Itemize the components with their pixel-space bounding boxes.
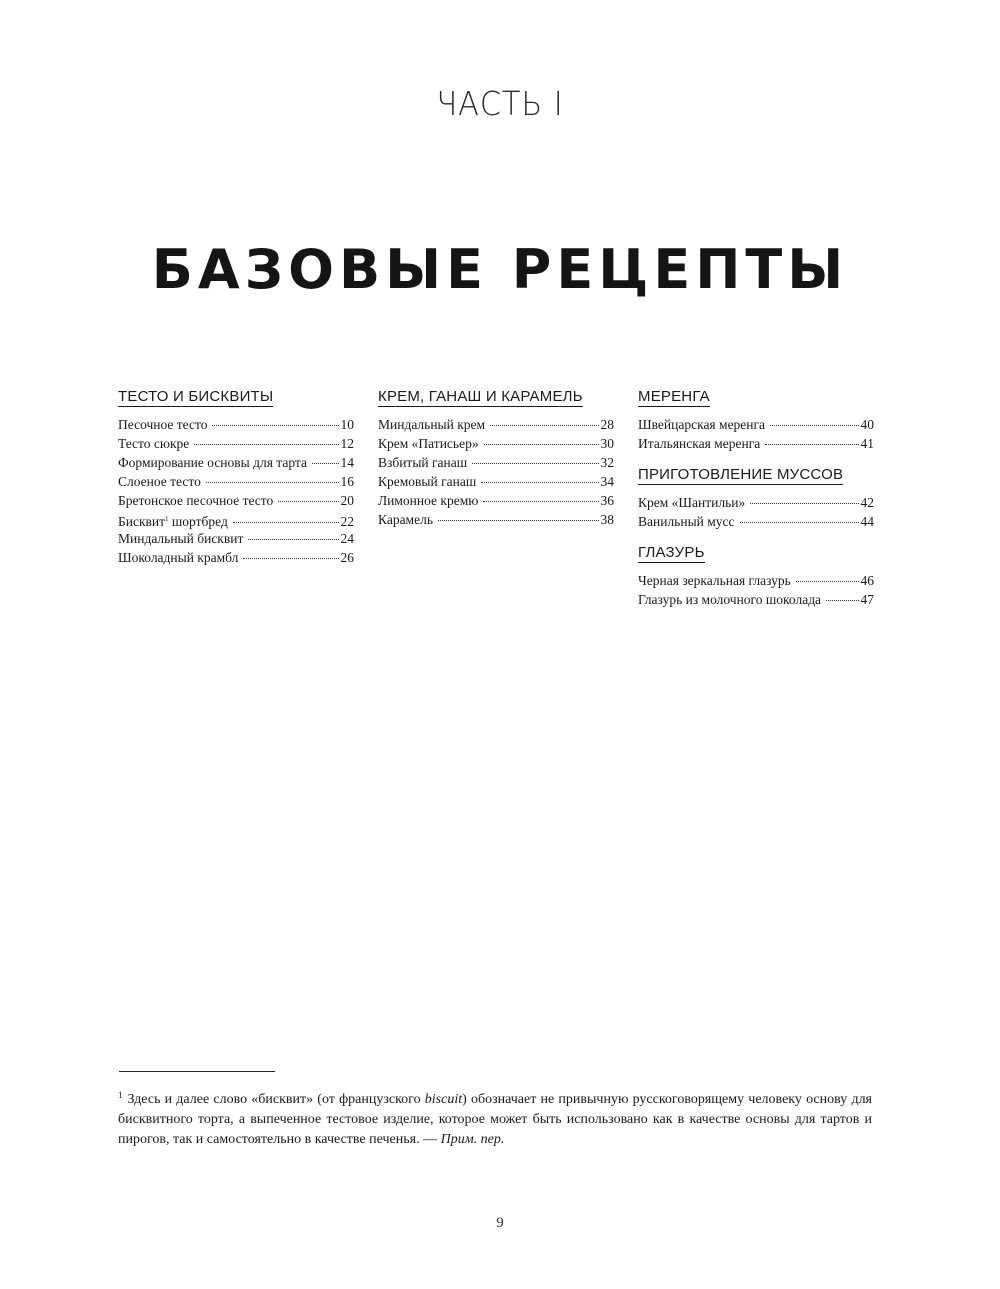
toc-entry-title [378, 491, 478, 510]
toc-entry-title [378, 415, 485, 434]
toc-entry-page: 38 [600, 512, 614, 527]
toc-entry[interactable] [118, 415, 354, 434]
toc-section [638, 466, 874, 531]
toc-section-heading: ТЕСТО И БИСКВИТЫ [118, 388, 274, 405]
dot-leader [438, 520, 599, 521]
toc-entry-title [118, 510, 228, 531]
dot-leader [796, 581, 859, 582]
toc-entry[interactable] [638, 434, 874, 453]
footnote-italic-word: biscuit [424, 1092, 463, 1107]
toc-entry[interactable] [378, 472, 614, 491]
toc-section [638, 544, 874, 609]
toc-entry[interactable] [378, 510, 614, 529]
dot-leader [212, 425, 338, 426]
dot-leader [278, 501, 338, 502]
dot-leader [206, 482, 339, 483]
toc-entry-title [118, 415, 207, 434]
toc-entry-title [638, 512, 735, 531]
toc-entry-page: 40 [860, 417, 874, 432]
toc-entry[interactable] [378, 415, 614, 434]
toc-entry[interactable] [118, 434, 354, 453]
dot-leader [233, 522, 339, 523]
toc-entry[interactable] [378, 453, 614, 472]
toc-entry-title-text: Бретонское песочное тесто [118, 493, 274, 508]
dot-leader [194, 444, 338, 445]
dot-leader [472, 463, 598, 464]
toc-section-heading: КРЕМ, ГАНАШ И КАРАМЕЛЬ [378, 388, 583, 405]
dot-leader [826, 600, 858, 601]
toc-entry-page: 42 [860, 495, 874, 510]
toc-entry-page: 24 [340, 531, 354, 546]
dot-leader [248, 539, 338, 540]
page-title: БАЗОВЫЕ РЕЦЕПТЫ [151, 238, 849, 301]
toc-entry[interactable] [118, 472, 354, 491]
toc-entry-page: 12 [340, 436, 354, 451]
toc-entry-title [638, 434, 760, 453]
dot-leader [740, 522, 859, 523]
toc-entry-page: 28 [600, 417, 614, 432]
toc-entry-page: 36 [600, 493, 614, 508]
toc-column-2 [378, 388, 614, 529]
toc-entry-title [638, 415, 765, 434]
toc-entry-page: 30 [600, 436, 614, 451]
toc-entry-title [378, 453, 467, 472]
dot-leader [483, 501, 598, 502]
toc-entry-title-text: Ванильный мусс [638, 514, 735, 529]
toc-entry-title-text: Карамель [378, 512, 433, 527]
toc-entry[interactable] [118, 491, 354, 510]
footnote-mark: 1 [118, 1090, 123, 1100]
toc-entry-title [118, 529, 243, 548]
toc-entry[interactable] [378, 491, 614, 510]
toc-entry-page: 10 [340, 417, 354, 432]
toc-entry[interactable] [638, 571, 874, 590]
toc-entry-title [118, 472, 201, 491]
toc-entry-page: 14 [340, 455, 354, 470]
toc-entry[interactable] [638, 512, 874, 531]
toc-entry[interactable] [118, 510, 354, 529]
toc-entry[interactable] [638, 415, 874, 434]
toc-entry-title-text: Формирование основы для тарта [118, 455, 307, 470]
toc-entry-page: 32 [600, 455, 614, 470]
toc-entry-page: 16 [340, 474, 354, 489]
toc-entry-title-text: Песочное тесто [118, 417, 208, 432]
toc-entry-title-text: Шоколадный крамбл [118, 550, 239, 565]
dot-leader [484, 444, 599, 445]
toc-entry-title-text: Миндальный крем [378, 417, 486, 432]
toc-entry-page: 41 [860, 436, 874, 451]
toc-entry-title-text: Бисквит [118, 514, 166, 529]
toc-entry-page: 44 [860, 514, 874, 529]
toc-section-heading: ГЛАЗУРЬ [638, 544, 705, 561]
toc-entry-page: 47 [860, 592, 874, 607]
toc-entry[interactable] [638, 590, 874, 609]
dot-leader [490, 425, 598, 426]
toc-entry[interactable] [118, 453, 354, 472]
toc-section [378, 388, 614, 529]
toc-entry-page: 26 [340, 550, 354, 565]
toc-entry-title [638, 571, 791, 590]
toc-entry-title-text: Миндальный бисквит [118, 531, 244, 546]
dot-leader [770, 425, 858, 426]
toc-entry[interactable] [378, 434, 614, 453]
toc-entry-title [378, 510, 433, 529]
toc-entry-title-text: Швейцарская меренга [638, 417, 766, 432]
footnote [118, 1085, 872, 1150]
dot-leader [481, 482, 598, 483]
toc-section [118, 388, 354, 567]
toc-entry-title [118, 434, 189, 453]
toc-entry[interactable] [638, 493, 874, 512]
toc-entry-page: 46 [860, 573, 874, 588]
toc-entry-title [378, 434, 479, 453]
toc-section-heading: МЕРЕНГА [638, 388, 710, 405]
toc-column-1 [118, 388, 354, 567]
toc-entry-title [638, 590, 821, 609]
toc-entry-title [638, 493, 745, 512]
toc-entry-title [118, 453, 307, 472]
toc-section-heading: ПРИГОТОВЛЕНИЕ МУССОВ [638, 466, 844, 483]
dot-leader [765, 444, 858, 445]
toc-entry-page: 20 [340, 493, 354, 508]
toc-entry-page: 34 [600, 474, 614, 489]
toc-entry-title-text: Глазурь из молочного шоколада [638, 592, 822, 607]
part-label: ЧАСТЬ I [436, 84, 564, 123]
footnote-ref: 1 [165, 515, 169, 523]
toc-entry[interactable] [118, 548, 354, 567]
dot-leader [312, 463, 339, 464]
dot-leader [750, 503, 858, 504]
toc-entry-title-text: Итальянская меренга [638, 436, 761, 451]
toc-entry-title [118, 548, 238, 567]
footnote-translator-note: Прим. пер. [440, 1132, 505, 1147]
toc-entry-title [378, 472, 476, 491]
toc-entry-title-text: Кремовый ганаш [378, 474, 477, 489]
toc-entry-title-text: Взбитый ганаш [378, 455, 468, 470]
toc-entry-title-text: Крем «Патисьер» [378, 436, 479, 451]
dot-leader [243, 558, 338, 559]
toc-entry-title-rest: шортбред [168, 514, 228, 529]
toc-entry-title-text: Лимонное кремю [378, 493, 479, 508]
toc-column-3 [638, 388, 874, 609]
toc-entry-title-text: Черная зеркальная глазурь [638, 573, 791, 588]
toc-entry[interactable] [118, 529, 354, 548]
toc-entry-title-text: Тесто сюкре [118, 436, 190, 451]
footnote-rule [119, 1071, 275, 1072]
page-number: 9 [496, 1215, 504, 1231]
footnote-text-after: ) обозначает не привычную русскоговорящему человеку основу для бисквитного торта, а выпеченное тестовое изделие, которое может быть использовано как в качестве основы для тартов и пирогов, так и самостоятельно в качестве печенья. — [118, 1092, 872, 1147]
toc-entry-title-text: Слоеное тесто [118, 474, 201, 489]
toc-section [638, 388, 874, 453]
footnote-text-before: Здесь и далее слово «бисквит» (от французского [127, 1092, 425, 1107]
toc-entry-page: 22 [340, 514, 354, 529]
toc-entry-title-text: Крем «Шантильи» [638, 495, 746, 510]
toc-entry-title [118, 491, 273, 510]
